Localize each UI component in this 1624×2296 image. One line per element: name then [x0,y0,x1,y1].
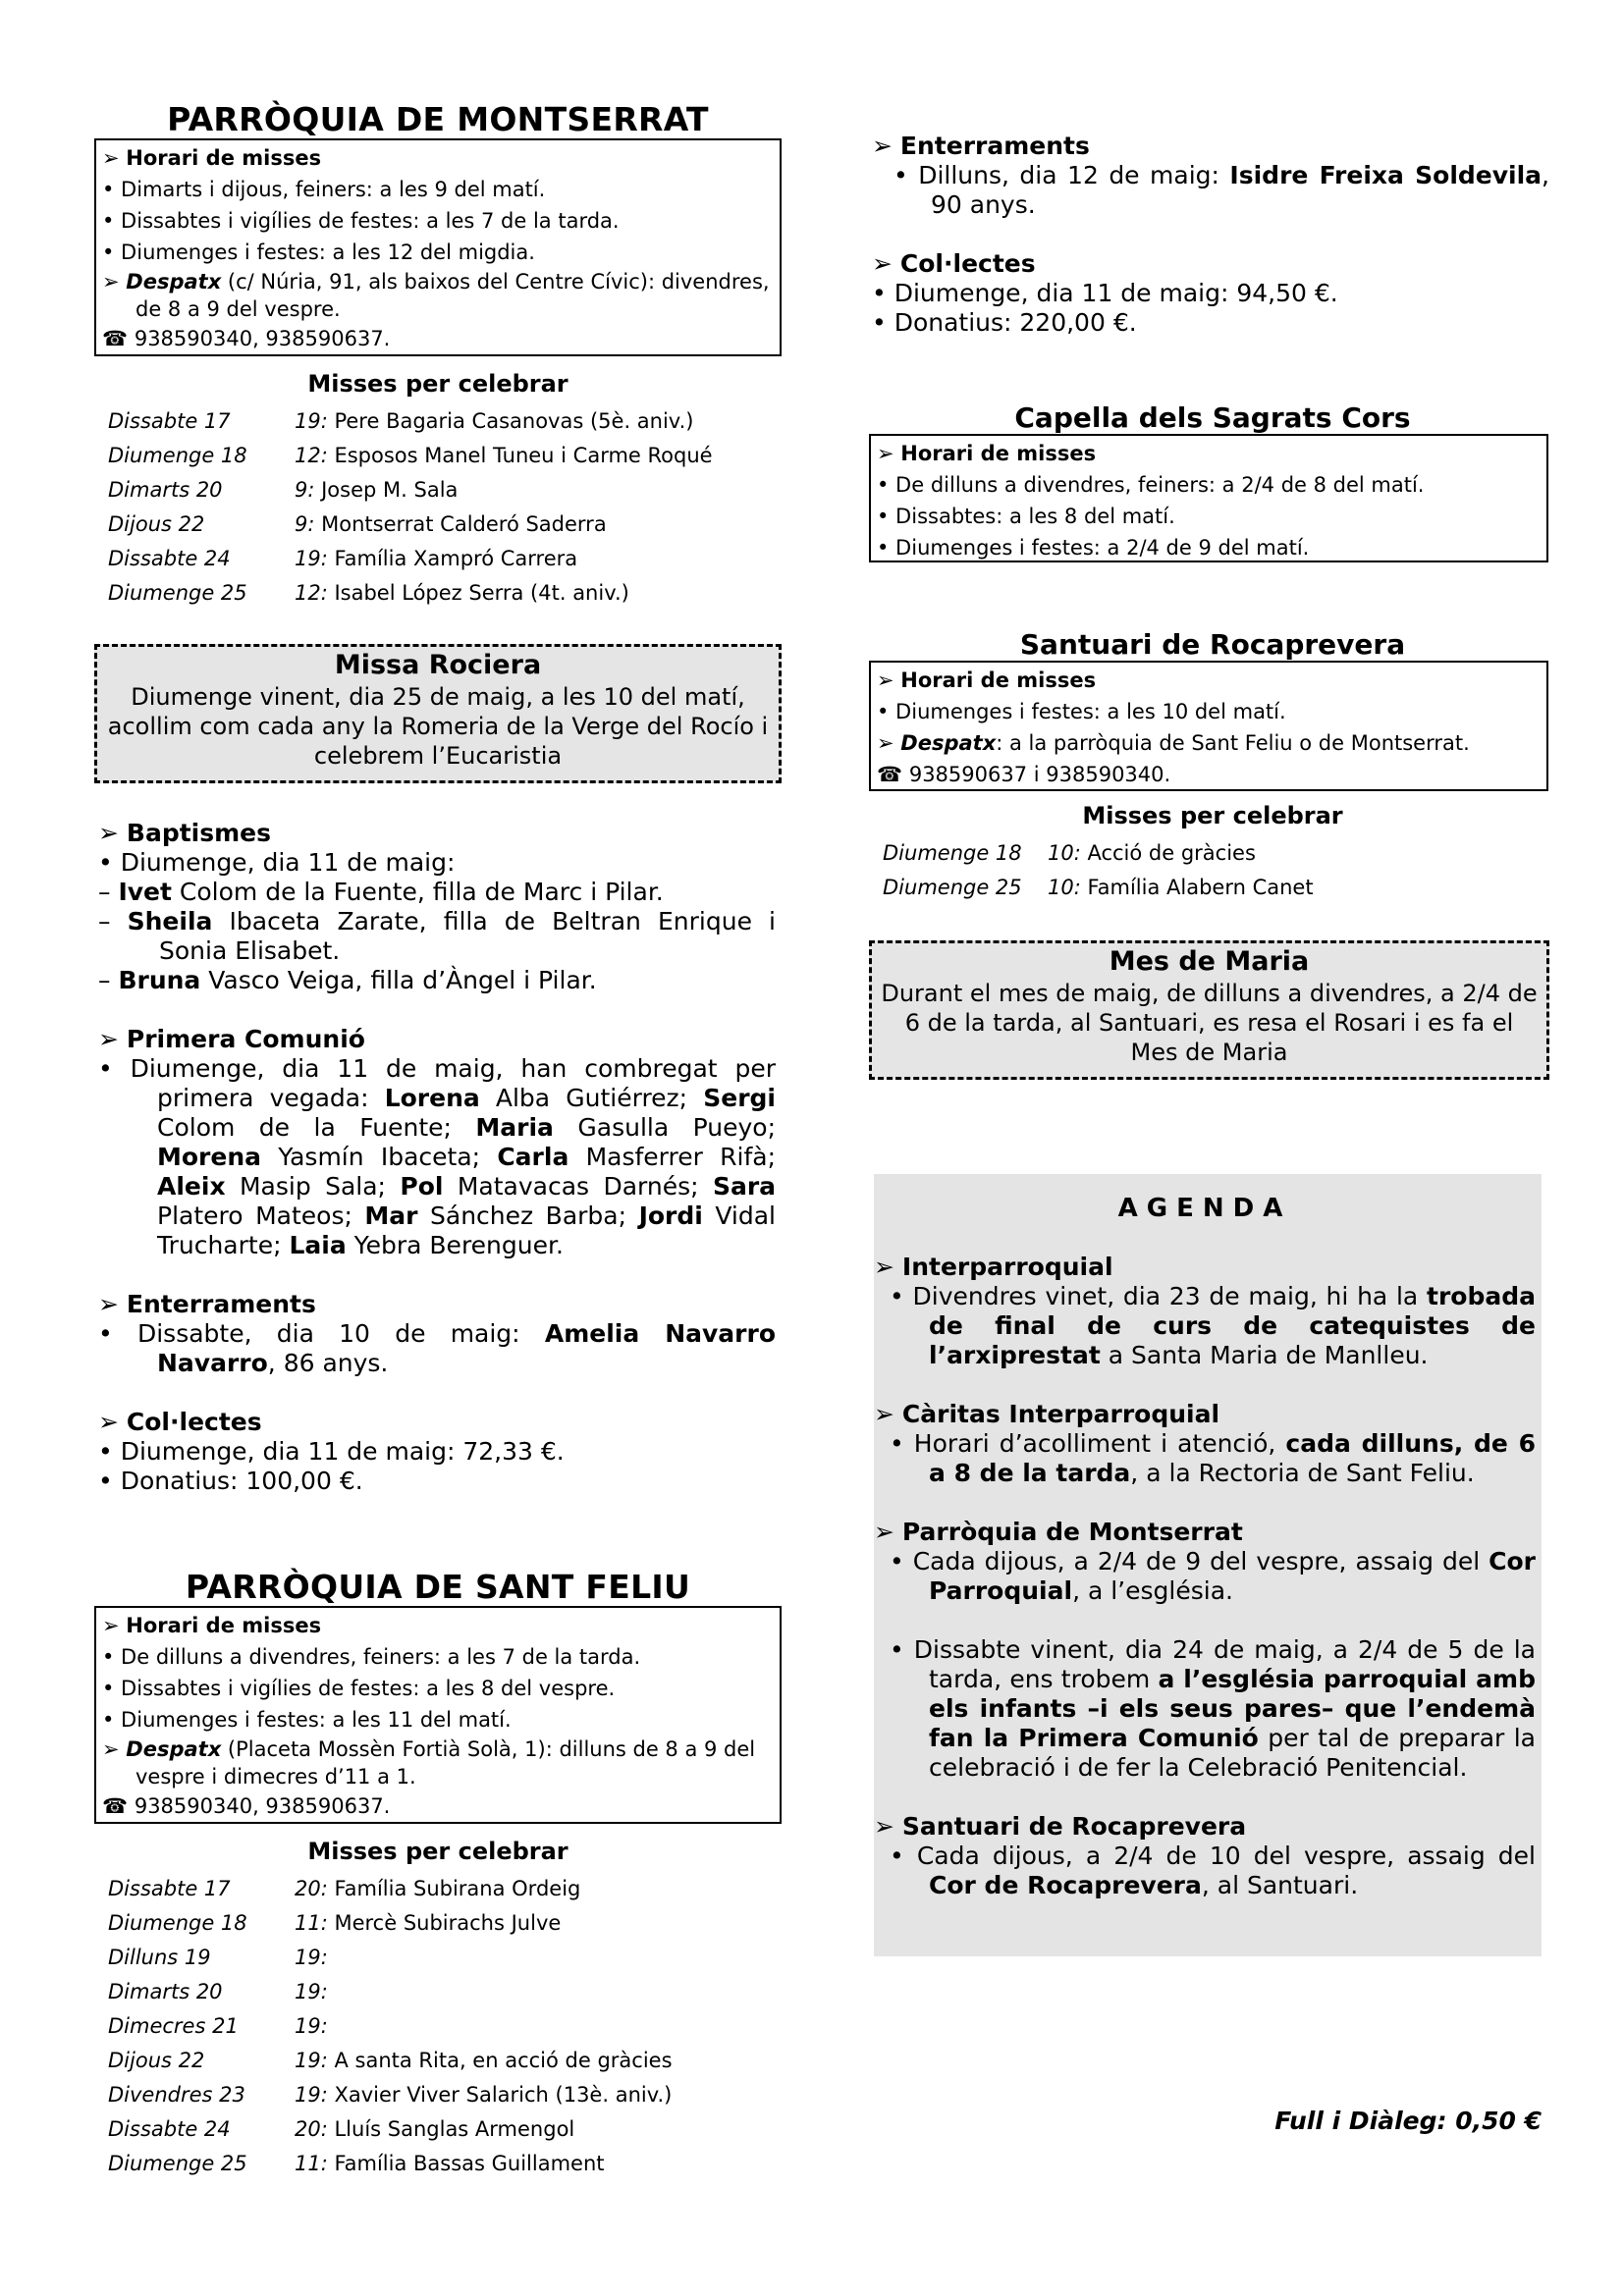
schedule-line: • De dilluns a divendres, feiners: a 2/4 de 8 del matí. [877,473,1425,497]
agenda-item: • Dissabte vinent, dia 24 de maig, a 2/4 de 5 de la tarda, ens trobem a l’església parroquial amb els infants –i els seus pares– que l’endemà fan la Primera Comunió per tal de preparar la celebració i de fer la Celebració Penitencial. [890,1635,1536,1782]
santfeliu-masses-table [94,1871,782,2180]
masses-title: Misses per celebrar [307,370,568,398]
despatx-line: ➢ Despatx (c/ Núria, 91, als baixos del Centre Cívic): divendres, de 8 a 9 del vespre. [102,270,770,321]
arrow-icon: ➢ [98,819,127,847]
baptism-item: – Sheila Ibaceta Zarate, filla de Beltran Enrique i Sonia Elisabet. [98,907,777,965]
arrow-icon: ➢ [877,731,901,755]
collectes-item: • Donatius: 220,00 €. [872,308,1137,337]
phone-line: ☎ 938590340, 938590637. [102,327,391,350]
masses-title: Misses per celebrar [1082,802,1343,829]
missa-rociera-title: Missa Rociera [334,650,542,680]
schedule-line: • Diumenges i festes: a les 11 del matí. [102,1708,512,1732]
baptismes-heading: ➢ Baptismes [98,819,272,847]
arrow-icon: ➢ [874,1518,902,1546]
arrow-icon: ➢ [102,270,127,294]
mass-row: Diumenge 18 12: Esposos Manel Tuneu i Carme Roqué [108,443,713,467]
agenda-item: • Cada dijous, a 2/4 de 10 del vespre, assaig del Cor de Rocaprevera, al Santuari. [890,1842,1536,1899]
baptismes-date: • Diumenge, dia 11 de maig: [98,848,456,877]
schedule-line: • Dissabtes i vigílies de festes: a les 7 de la tarda. [102,209,620,233]
agenda-item: • Cada dijous, a 2/4 de 9 del vespre, assaig del Cor Parroquial, a l’església. [890,1547,1536,1605]
agenda-heading: ➢ Interparroquial [874,1253,1113,1281]
mass-row: Dissabte 24 19: Família Xampró Carrera [108,546,578,570]
despatx-line: ➢ Despatx (Placeta Mossèn Fortià Solà, 1): dilluns de 8 a 9 del vespre i dimecres d’11 a 1. [102,1737,756,1789]
phone-line: ☎ 938590340, 938590637. [102,1794,391,1818]
arrow-icon: ➢ [877,442,901,465]
collectes-item: • Donatius: 100,00 €. [98,1467,363,1495]
mass-row: Diumenge 25 12: Isabel López Serra (4t. aniv.) [108,580,629,605]
mes-de-maria-box [869,940,1549,1080]
agenda-heading: ➢ Parròquia de Montserrat [874,1518,1243,1546]
capella-title: Capella dels Sagrats Cors [1014,401,1411,434]
arrow-icon: ➢ [98,1408,127,1436]
schedule-line: • Dimarts i dijous, feiners: a les 9 del matí. [102,178,546,201]
schedule-line: • Dissabtes: a les 8 del matí. [877,505,1175,528]
mass-row: Dimarts 20 19: [108,1979,328,2003]
collectes-heading: ➢ Col·lectes [98,1408,262,1436]
mass-row: Dijous 22 9: Montserrat Calderó Saderra [108,511,607,536]
missa-rociera-box [94,644,782,783]
santfeliu-title: PARRÒQUIA DE SANT FELIU [185,1568,691,1606]
arrow-icon: ➢ [98,1025,127,1053]
schedule-heading: ➢ Horari de misses [102,146,322,170]
schedule-line: • Diumenges i festes: a 2/4 de 9 del matí. [877,536,1310,560]
schedule-heading: ➢ Horari de misses [877,668,1097,692]
arrow-icon: ➢ [872,249,900,278]
montserrat-schedule-box [94,138,782,356]
collectes-item: • Diumenge, dia 11 de maig: 94,50 €. [872,279,1338,307]
mass-row: Diumenge 25 11: Família Bassas Guillament [108,2151,605,2175]
mass-row: Dimecres 21 19: [108,2013,328,2038]
baptism-item: – Ivet Colom de la Fuente, filla de Marc i Pilar. [98,878,664,906]
montserrat-news [98,819,776,1496]
masses-title: Misses per celebrar [307,1838,568,1865]
mes-de-maria-text: Durant el mes de maig, de dilluns a divendres, a 2/4 de 6 de la tarda, al Santuari, es resa el Rosari i es fa el Mes de Maria [881,980,1538,1066]
arrow-icon: ➢ [877,668,901,692]
collectes-item: • Diumenge, dia 11 de maig: 72,33 €. [98,1437,565,1466]
agenda-title: AGENDA [1117,1194,1292,1223]
price-note: Full i Diàleg: 0,50 € [1274,2107,1542,2135]
despatx-line: ➢ Despatx: a la parròquia de Sant Feliu o de Montserrat. [877,731,1470,755]
schedule-heading: ➢ Horari de misses [877,442,1097,465]
mes-de-maria-title: Mes de Maria [1109,946,1310,977]
mass-row: Diumenge 18 11: Mercè Subirachs Julve [108,1910,562,1935]
schedule-line: • Dissabtes i vigílies de festes: a les 8 del vespre. [102,1677,616,1700]
comunio-heading: ➢ Primera Comunió [98,1025,365,1053]
enterraments-heading: ➢ Enterraments [98,1290,316,1318]
agenda-heading: ➢ Càritas Interparroquial [874,1400,1220,1428]
arrow-icon: ➢ [98,1290,127,1318]
agenda-item: • Horari d’acolliment i atenció, cada dilluns, de 6 a 8 de la tarda, a la Rectoria de Sant Feliu. [890,1429,1536,1487]
santuari-title: Santuari de Rocaprevera [1019,628,1406,661]
enterraments-heading: ➢ Enterraments [872,132,1090,160]
mass-row: Dissabte 17 20: Família Subirana Ordeig [108,1876,581,1900]
mass-row: Dissabte 24 20: Lluís Sanglas Armengol [108,2116,575,2141]
arrow-icon: ➢ [102,1737,127,1761]
comunio-list: • Diumenge, dia 11 de maig, han combregat per primera vegada: Lorena Alba Gutiérrez; Sergi Colom de la Fuente; Maria Gasulla Pueyo; Morena Yasmín Ibaceta; Carla Masferrer Rifà; Aleix Masip Sala; Pol Matavacas Darnés; Sara Platero Mateos; Mar Sánchez Barba; Jordi Vidal Trucharte; Laia Yebra Berenguer. [98,1054,777,1259]
mass-row: Dissabte 17 19: Pere Bagaria Casanovas (5è. aniv.) [108,408,694,433]
arrow-icon: ➢ [872,132,900,160]
arrow-icon: ➢ [874,1400,902,1428]
schedule-heading: ➢ Horari de misses [102,1614,322,1637]
schedule-line: • Diumenges i festes: a les 10 del matí. [877,700,1286,723]
schedule-line: • Diumenges i festes: a les 12 del migdia. [102,240,535,264]
enterraments-item: • Dissabte, dia 10 de maig: Amelia Navarro Navarro, 86 anys. [98,1319,776,1377]
arrow-icon: ➢ [874,1812,902,1841]
capella-schedule-box [869,434,1548,562]
arrow-icon: ➢ [102,146,127,170]
arrow-icon: ➢ [874,1253,902,1281]
mass-row: Dilluns 19 19: [108,1945,328,1969]
santfeliu-schedule-box [94,1606,782,1824]
montserrat-title: PARRÒQUIA DE MONTSERRAT [167,100,709,138]
mass-row: Dimarts 20 9: Josep M. Sala [108,477,459,502]
santuari-schedule-box [869,661,1548,791]
enterraments-item: • Dilluns, dia 12 de maig: Isidre Freixa Soldevila, 90 anys. [893,161,1549,219]
baptism-item: – Bruna Vasco Veiga, filla d’Àngel i Pilar. [98,966,597,994]
agenda-panel [874,1174,1542,1956]
agenda-heading: ➢ Santuari de Rocaprevera [874,1812,1247,1841]
phone-line: ☎ 938590637 i 938590340. [877,763,1171,786]
missa-rociera-text: Diumenge vinent, dia 25 de maig, a les 10 del matí, acollim com cada any la Romeria de la Verge del Rocío i celebrem l’Eucaristia [107,683,769,770]
santuari-masses-table [869,835,1556,904]
collectes-heading: ➢ Col·lectes [872,249,1036,278]
santfeliu-news [872,132,1549,338]
agenda-item: • Divendres vinet, dia 23 de maig, hi ha la trobada de final de curs de catequistes de l’arxiprestat a Santa Maria de Manlleu. [890,1282,1536,1369]
mass-row: Dijous 22 19: A santa Rita, en acció de gràcies [108,2048,673,2072]
arrow-icon: ➢ [102,1614,127,1637]
montserrat-masses-table [94,403,782,610]
mass-row: Divendres 23 19: Xavier Viver Salarich (13è. aniv.) [108,2082,673,2107]
mass-row: Diumenge 18 10: Acció de gràcies [883,840,1256,865]
mass-row: Diumenge 25 10: Família Alabern Canet [883,875,1314,899]
schedule-line: • De dilluns a divendres, feiners: a les 7 de la tarda. [102,1645,641,1669]
